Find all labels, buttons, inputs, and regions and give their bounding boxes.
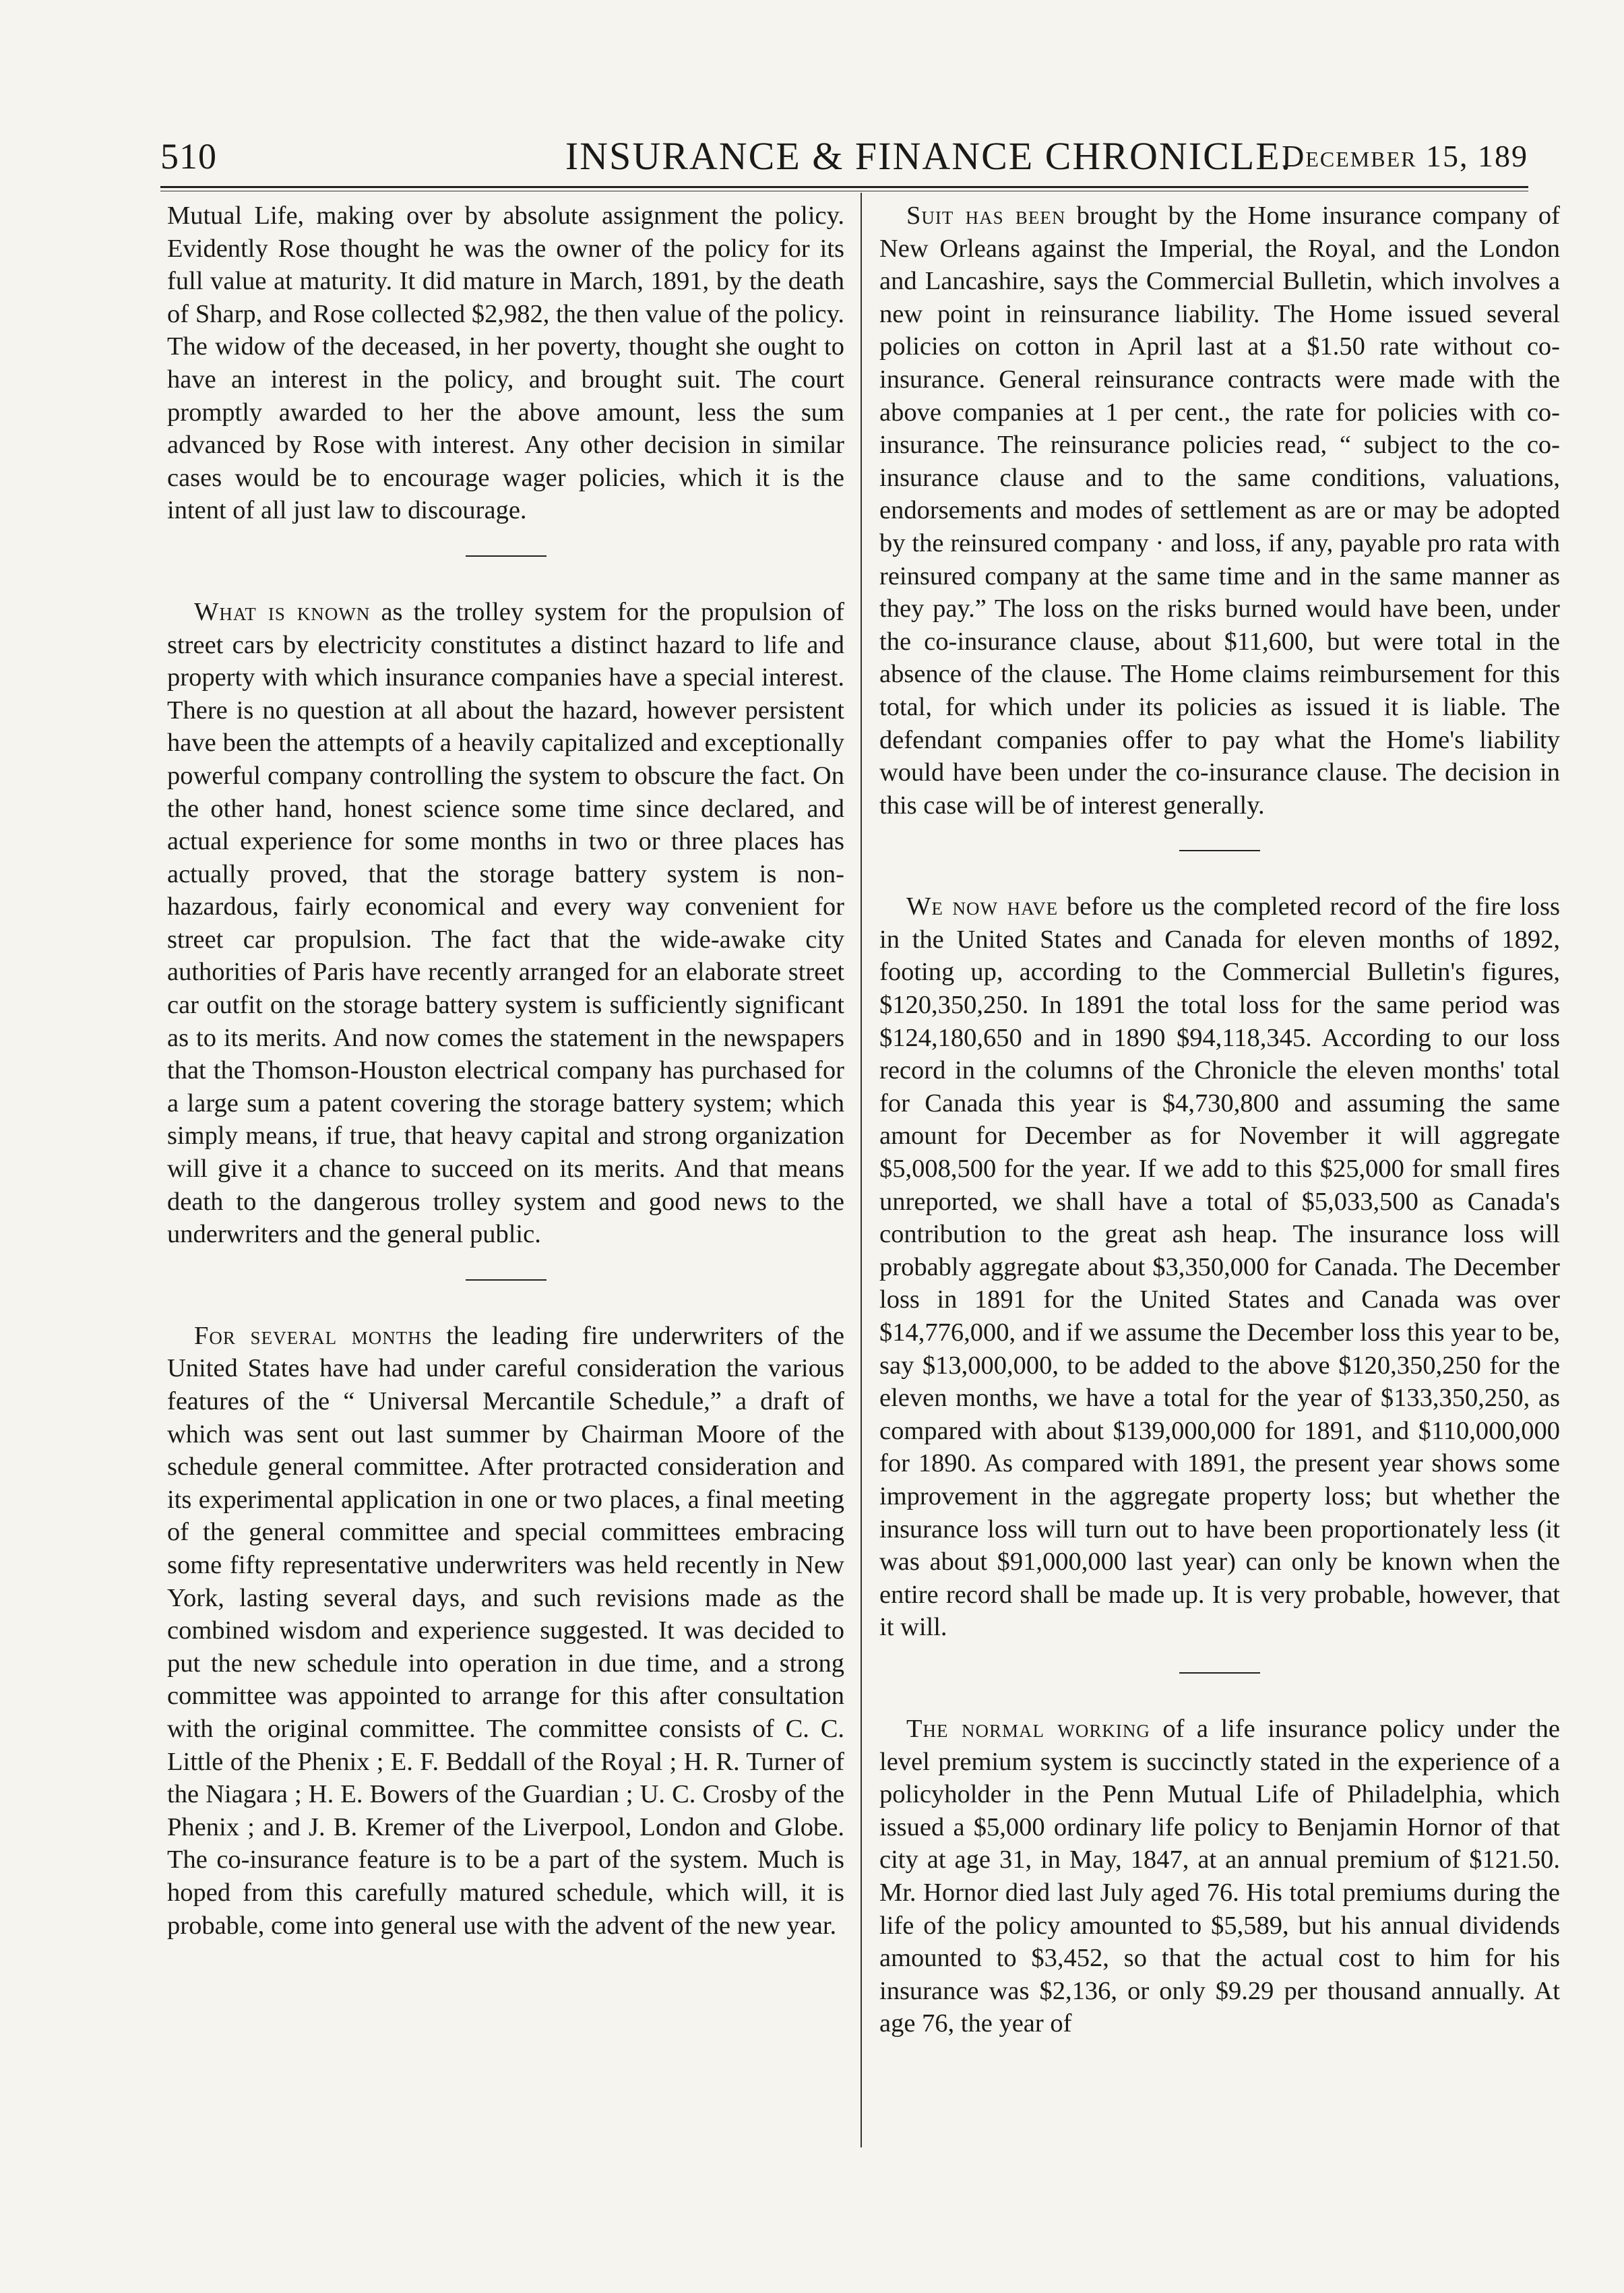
article-paragraph <box>167 1320 844 1942</box>
article-paragraph: Mutual Life, making over by absolute assignment the policy. Evidently Rose thought he was the owner of the policy for its full value at maturity. It did mature in March, 1891, by the death of Sharp, and Rose collected $2,982, the then value of the policy. The widow of the deceased, in her poverty, thought she ought to have an interest in the policy, and brought suit. The court promptly awarded to her the above amount, less the sum advanced by Rose with interest. Any other decision in similar cases would be to encourage wager policies, which it is the intent of all just law to discourage. <box>167 202 844 525</box>
publication-title: INSURANCE & FINANCE CHRONICLE. <box>565 134 1292 178</box>
article-body: brought by the Home insurance company of New Orleans against the Imperial, the Royal, and the London and Lancashire, says the Commercial Bulletin, which involves a new point in reinsurance liability. The Home issued several policies on cotton in April last at a $1.50 rate without co-insurance. General reinsurance contracts were made with the above companies at 1 per cent., the rate for policies with co-insurance. The reinsurance policies read, “ subject to the co-insurance clause and to the same conditions, valuations, endorsements and modes of settlement as are or may be adopted by the reinsured company · and loss, if any, payable pro rata with reinsured company at the same time and in the same manner as they pay.” The loss on the risks burned would have been, under the co-insurance clause, about $11,600, but were total in the absence of the clause. The Home claims reimbursement for this total, for which under its policies as issued it is liable. The defendant companies offer to pay what the Home's liability would have been under the co-insurance clause. The decision in this case will be of interest generally. <box>879 202 1560 820</box>
article-body: of a life insurance policy under the level premium system is succinctly stated in the experience of a policyholder in the Penn Mutual Life of Philadelphia, which issued a $5,000 ordinary life policy to Benjamin Hornor of that city at age 31, in May, 1847, at an annual premium of $121.50. Mr. Hornor died last July aged 76. His total premiums during the life of the policy amounted to $5,589, but his annual dividends amounted to $3,452, so that the actual cost to him for his insurance was $2,136, or only $9.29 per thousand annually. At age 76, the year of <box>879 1714 1561 2038</box>
article-lead: We now have <box>906 892 1059 921</box>
right-column <box>879 200 1560 2040</box>
running-head <box>160 132 1528 181</box>
column-divider <box>861 193 862 2147</box>
article-lead: For several months <box>194 1321 433 1350</box>
article-paragraph <box>879 1713 1560 2040</box>
article-lead: Suit has been <box>906 202 1066 230</box>
article-paragraph <box>879 890 1560 1644</box>
article-paragraph <box>879 200 1560 822</box>
article-body: as the trolley system for the propulsion of street cars by electricity constitutes a distinct hazard to life and property with which insurance companies have a special interest. There is no question at all about the hazard, however persistent have been the attempts of a heavily capitalized and exceptionally powerful company controlling the system to obscure the fact. On the other hand, honest science some time since declared, and actual experience for some months in two or three places has actually proved, that the storage battery system is non-hazardous, fairly economical and every way convenient for street car propulsion. The fact that the wide-awake city authorities of Paris have recently arranged for an elaborate street car outfit on the storage battery system is sufficiently significant as to its merits. And now comes the statement in the newspapers that the Thomson-Houston electrical company has purchased for a large sum a patent covering the storage battery system; which simply means, if true, that heavy capital and strong organization will give it a chance to succeed on its merits. And that means death to the dangerous trolley system and good news to the underwriters and the general public. <box>167 597 844 1249</box>
article-lead: The normal working <box>906 1714 1150 1743</box>
page-number: 510 <box>160 136 217 177</box>
article-body: before us the completed record of the fire loss in the United States and Canada for eleven months of 1892, footing up, according to the Commercial Bulletin's figures, $120,350,250. In 1891 the total loss for the same period was $124,180,650 and in 1890 $94,118,345. According to our loss record in the columns of the Chronicle the eleven months' total for Canada this year is $4,730,800 and assuming the same amount for December as for November it will aggregate $5,008,500 for the year. If we add to this $25,000 for small fires unreported, we shall have a total of $5,033,500 as Canada's contribution to the great ash heap. The insurance loss will probably aggregate about $3,350,000 for Canada. The December loss in 1891 for the United States and Canada was over $14,776,000, and if we assume the December loss this year to be, say $13,000,000, to be added to the above $120,350,250 for the eleven months, we have a total for the year of $133,350,250, as compared with about $139,000,000 for 1891, and $110,000,000 for 1890. As compared with 1891, the present year shows some improvement in the aggregate property loss; but whether the insurance loss will turn out to have been proportionately less (it was about $91,000,000 last year) can only be known when the entire record shall be made up. It is very probable, however, that it will. <box>879 892 1561 1642</box>
article-paragraph <box>167 596 844 1251</box>
header-rule <box>160 186 1528 188</box>
article-body: the leading fire underwriters of the United States have had under careful consideration the various features of the “ Universal Mercantile Schedule,” a draft of which was sent out last summer by Chairman Moore of the schedule general committee. After protracted consideration and its experimental application in one or two places, a final meeting of the general committee and special committees embracing some fifty representative underwriters was held recently in New York, lasting several days, and such revisions made as the combined wisdom and experience suggested. It was decided to put the new schedule into operation in due time, and a strong committee was appointed to arrange for this after consultation with the original committee. The committee consists of C. C. Little of the Phenix ; E. F. Beddall of the Royal ; H. R. Turner of the Niagara ; H. E. Bowers of the Guardian ; U. C. Crosby of the Phenix ; and J. B. Kremer of the Liverpool, London and Globe. The co-insurance feature is to be a part of the system. Much is hoped from this carefully matured schedule, which will, it is probable, come into general use with the advent of the new year. <box>167 1321 844 1940</box>
left-column <box>167 200 844 1942</box>
issue-date: December 15, 189 <box>1282 139 1528 173</box>
article-lead: What is known <box>194 597 371 626</box>
